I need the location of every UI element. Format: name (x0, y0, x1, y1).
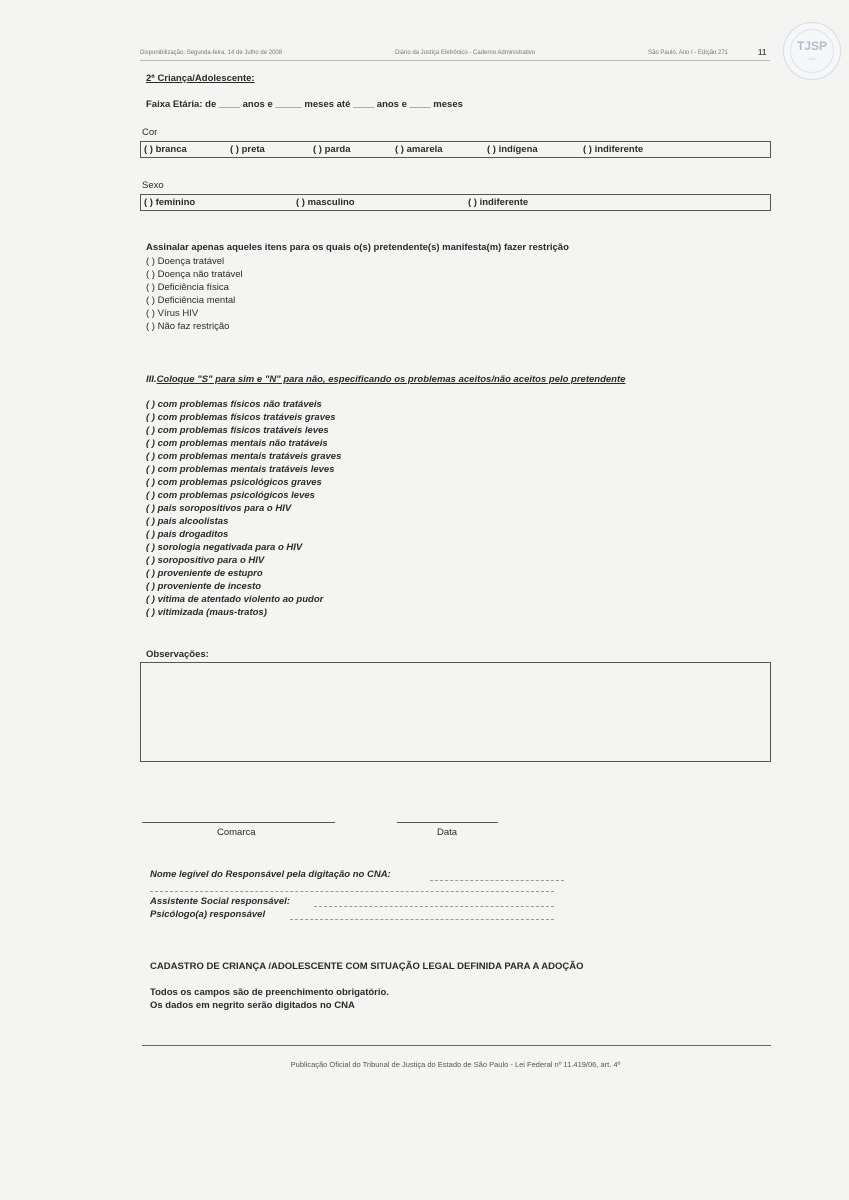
tjsp-seal (783, 22, 841, 80)
problem-item[interactable]: ( ) proveniente de estupro (146, 568, 263, 579)
sexo-option-masculino[interactable]: ( ) masculino (296, 197, 355, 208)
problem-item[interactable]: ( ) sorologia negativada para o HIV (146, 542, 303, 553)
restriction-item[interactable]: ( ) Não faz restrição (146, 321, 230, 332)
problem-item[interactable]: ( ) com problemas mentais tratáveis graves (146, 451, 342, 462)
restrictions-title: Assinalar apenas aqueles itens para os quais o(s) pretendente(s) manifesta(m) fazer restrição (146, 242, 569, 253)
assistente-line[interactable] (314, 906, 554, 907)
psicologo-label: Psicólogo(a) responsável (150, 909, 266, 920)
seal-text: TJSP (796, 39, 827, 53)
section3-title (146, 374, 625, 385)
cadastro-title: CADASTRO DE CRIANÇA /ADOLESCENTE COM SITUAÇÃO LEGAL DEFINIDA PARA A ADOÇÃO (150, 961, 584, 972)
problem-item[interactable]: ( ) com problemas psicológicos graves (146, 477, 322, 488)
responsavel-nome-line[interactable] (430, 880, 564, 881)
section3-instructions: Coloque "S" para sim e "N" para não, especificando os problemas aceitos/não aceitos pelo pretendente (156, 374, 626, 385)
problem-item[interactable]: ( ) com problemas psicológicos leves (146, 490, 315, 501)
problems-list (146, 398, 341, 619)
restriction-item[interactable]: ( ) Doença tratável (146, 256, 225, 267)
problem-item[interactable]: ( ) com problemas físicos não tratáveis (146, 399, 322, 410)
psicologo-line[interactable] (290, 919, 554, 920)
comarca-label: Comarca (217, 827, 256, 838)
header-date: Disponibilização: Segunda-feira, 14 de Julho de 2008 (140, 50, 283, 56)
responsavel-nome-label: Nome legível do Responsável pela digitação no CNA: (150, 869, 391, 880)
responsavel-nome-line-2[interactable] (150, 891, 554, 892)
header-edition: São Paulo, Ano I - Edição 271 (648, 50, 729, 56)
comarca-line[interactable] (142, 822, 335, 823)
cor-option-branca[interactable]: ( ) branca (144, 144, 187, 155)
restriction-item[interactable]: ( ) Deficiência física (146, 282, 229, 293)
cor-option-indiferente[interactable]: ( ) indiferente (583, 144, 644, 155)
header-publication: Diário da Justiça Eletrônico - Caderno Administrativo (395, 50, 536, 56)
problem-item[interactable]: ( ) com problemas físicos tratáveis leves (146, 425, 329, 436)
problem-item[interactable]: ( ) pais soropositivos para o HIV (146, 503, 292, 514)
header-rule (140, 60, 770, 61)
problem-item[interactable]: ( ) soropositivo para o HIV (146, 555, 265, 566)
cor-option-parda[interactable]: ( ) parda (313, 144, 351, 155)
section-title: 2ª Criança/Adolescente: (146, 73, 255, 84)
problem-item[interactable]: ( ) pais drogaditos (146, 529, 229, 540)
sexo-options-box (140, 194, 771, 211)
restriction-item[interactable]: ( ) Vírus HIV (146, 308, 199, 319)
problem-item[interactable]: ( ) pais alcoolistas (146, 516, 229, 527)
problem-item[interactable]: ( ) com problemas físicos tratáveis graves (146, 412, 336, 423)
age-range: Faixa Etária: de ____ anos e _____ meses até ____ anos e ____ meses (146, 99, 463, 110)
cor-option-preta[interactable]: ( ) preta (230, 144, 265, 155)
sexo-option-feminino[interactable]: ( ) feminino (144, 197, 196, 208)
note-bold: Os dados em negrito serão digitados no CNA (150, 1000, 355, 1011)
seal-subtext: SAJ (808, 56, 816, 61)
cor-options-box (140, 141, 771, 158)
cor-option-amarela[interactable]: ( ) amarela (395, 144, 443, 155)
publication-footer: Publicação Oficial do Tribunal de Justiça do Estado de São Paulo - Lei Federal nº 11.419/06, art. 4º (290, 1060, 621, 1069)
problem-item[interactable]: ( ) vitimizada (maus-tratos) (146, 607, 267, 618)
data-line[interactable] (397, 822, 498, 823)
observacoes-textarea[interactable] (140, 662, 771, 762)
problem-item[interactable]: ( ) com problemas mentais tratáveis leves (146, 464, 335, 475)
note-required: Todos os campos são de preenchimento obrigatório. (150, 987, 389, 998)
problem-item[interactable]: ( ) proveniente de incesto (146, 581, 262, 592)
data-label: Data (437, 827, 458, 838)
restriction-item[interactable]: ( ) Doença não tratável (146, 269, 243, 280)
footer-rule (142, 1045, 771, 1046)
sexo-option-indiferente[interactable]: ( ) indiferente (468, 197, 529, 208)
assistente-label: Assistente Social responsável: (150, 896, 290, 907)
cor-option-indigena[interactable]: ( ) indígena (487, 144, 538, 155)
section3-prefix: III. (146, 374, 157, 385)
problem-item[interactable]: ( ) com problemas mentais não tratáveis (146, 438, 328, 449)
observacoes-label: Observações: (146, 649, 209, 660)
restriction-item[interactable]: ( ) Deficiência mental (146, 295, 236, 306)
restrictions-list (146, 255, 243, 333)
page-number: 11 (758, 48, 767, 57)
problem-item[interactable]: ( ) vítima de atentado violento ao pudor (146, 594, 324, 605)
cor-label: Cor (142, 127, 158, 138)
sexo-label: Sexo (142, 180, 164, 191)
